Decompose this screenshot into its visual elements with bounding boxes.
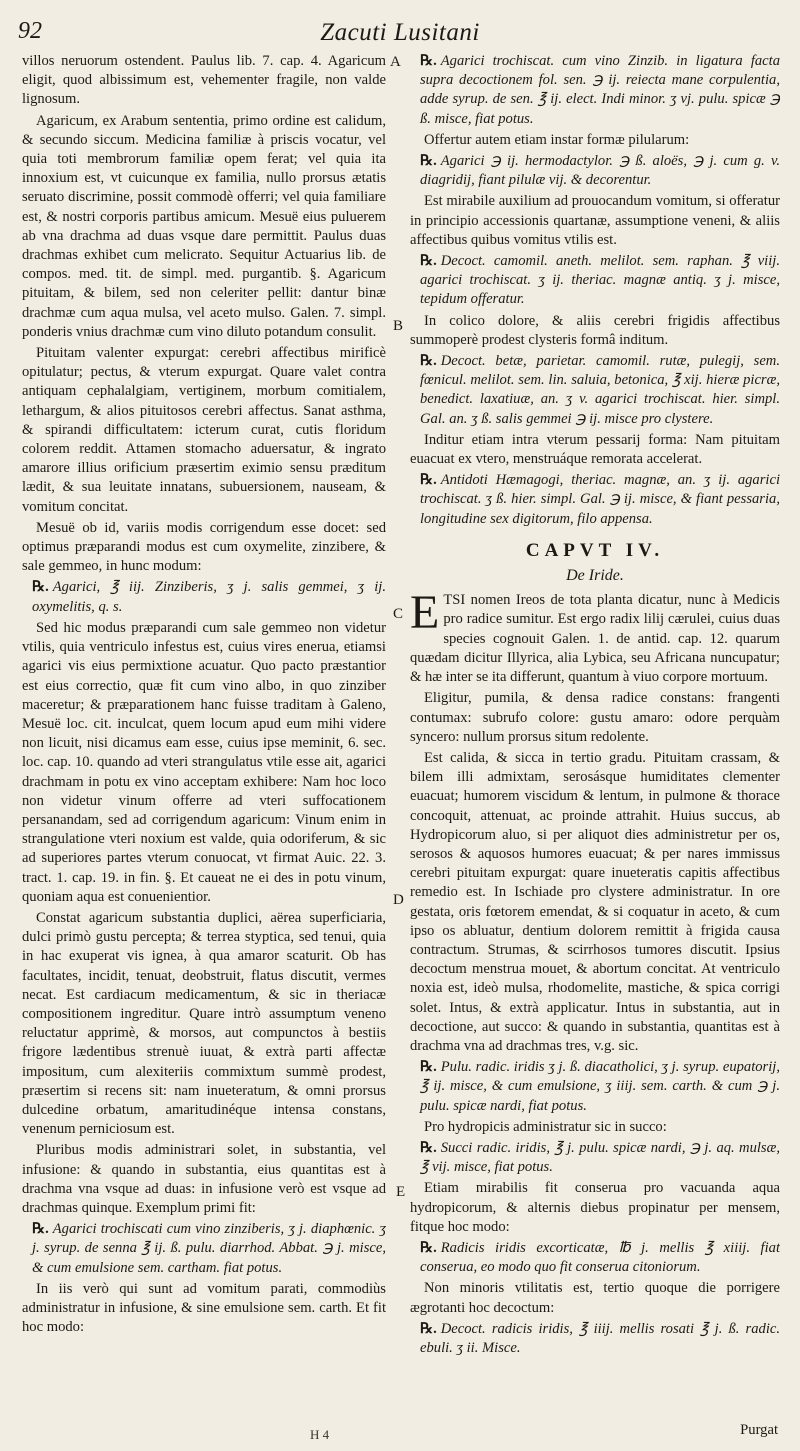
recipe-symbol: ℞.	[420, 1139, 437, 1156]
recipe-symbol: ℞.	[420, 472, 437, 489]
recipe-symbol: ℞.	[32, 1221, 49, 1238]
text-paragraph: Pluribus modis administrari solet, in substantia, vel infusione: & quando in substantia, eius quantitas est à drachma vna vsque ad duas: in infusione verò est vsque ad drachmas quinque. Exemplum primi fit:	[22, 1142, 386, 1216]
text-paragraph: villos neruorum ostendent. Paulus lib. 7. cap. 4. Agaricum eligit, quod albissimum est, vehementer fragile, non valde lignosum.	[22, 53, 386, 108]
recipe-paragraph	[22, 1220, 386, 1278]
chapter-title: CAPVT IV.	[525, 539, 665, 561]
recipe-paragraph	[410, 1058, 780, 1116]
recipe-symbol: ℞.	[420, 53, 437, 69]
page-header	[16, 18, 784, 48]
recipe-symbol: ℞.	[420, 1239, 437, 1256]
text-paragraph: Offertur autem etiam instar formæ pilularum:	[424, 131, 690, 148]
text-paragraph: Eligitur, pumila, & densa radice constans: frangenti contumax: subrufo colore: gustu amaro: odore perquàm syncero: nullum prorsus situm redolente.	[410, 690, 780, 745]
recipe-symbol: ℞.	[420, 153, 437, 170]
recipe-paragraph	[410, 471, 780, 529]
text-paragraph: Inditur etiam intra vterum pessarij forma: Nam pituitam euacuat ex vtero, menstruáque remorata accelerat.	[410, 431, 780, 468]
running-head: Zacuti Lusitani	[320, 19, 480, 46]
recipe-text: Agarici trochiscat. cum vino Zinzib. in ligatura facta supra decoctionem fol. sen. ℈ ij. reiecta mane corpulentia, adde syrup. de sen. ℥ ij. elect. Indi minor. ʒ vj. pulu. spicæ ℈ ß. misce, fiat potus.	[420, 53, 780, 127]
recipe-paragraph	[22, 578, 386, 616]
recipe-text: Pulu. radic. iridis ʒ j. ß. diacatholici, ʒ j. syrup. eupatorij, ℥ ij. misce, & cum emulsione, ʒ iiij. sem. carth. & cum ℈ j. pulu. spicæ nardi, fiat potus.	[420, 1059, 780, 1114]
catchword: Purgat	[740, 1422, 778, 1438]
text-paragraph: Constat agaricum substantia duplici, aërea superficiaria, dulci primò gustu percepta; & terrea styptica, sed tenui, quia in hac exuperat vis ignea, à qua amaror scaturit. Ob has facultates, incidit, tenuat, deobstruit, flatus discutit, vermes necat. Est cardiacum medicamentum, & sic in theriacæ compositionem ingreditur. Quare intrò assumptum veneno reluctatur apprimè, & morsos, aut compunctos à bestiis frigore lædentibus strenuè iuuat, & extrà parti affectæ impositum, cum alexiteriis commixtum summè prodest, præsertim si recens sit: nam inueteratum, & omni prorsus dulcedine orbatum, amaritudinéque intensa constans, venenum perniciosum est.	[22, 909, 386, 1138]
recipe-text: Decoct. radicis iridis, ℥ iiij. mellis rosati ℥ j. ß. radic. ebuli. ʒ ii. Misce.	[420, 1320, 780, 1356]
chapter-opening	[410, 586, 780, 687]
chapter-body	[410, 689, 780, 1358]
text-paragraph: Non minoris vtilitatis est, tertio quoque die porrigere ægrotanti hoc decoctum:	[410, 1280, 780, 1316]
text-paragraph: Sed hic modus præparandi cum sale gemmeo non videtur vtilis, quia ventriculo infestus est, cuius vires enerua, etiamsi agarici vis eius permixtione acuatur. Quo pacto præstantior est eius correctio, quæ fit cum vino albo, in quo zinziber maceretur; & præparationem hanc fuisse traditam à Galeno, Mesuë loc. cit. inculcat, quem locum apud eum mihi videre non licuit, nisi dicamus eam esse, cuius ipse meminit, 6. sec. loc. cap. 10. quando ad vteri strangulatus vtile esse ait, agarici drachmam in potu ex vino acceptam exhibere: Nam hoc loco non videtur vinum offerre ad vteri suffocationem persanandam, sed ad corrigendum agaricum: Vinum enim in strangulatione vteri noxium est valde, quia odoriferum, & sic ad superiores partes vterum conuocat, vt firmat Auic. 22. 3. tract. 1. cap. 19. in fin. §. Et caueat ne ei des in potu vinum, quoniam aqua est conuenientior.	[22, 619, 386, 905]
recipe-paragraph	[410, 252, 780, 310]
text-paragraph: Pituitam valenter expurgat: cerebri affectibus mirificè opitulatur; pectus, & vterum expurgat. Quare valet contra antiquam cephalalgiam, vertiginem, morbum comitialem, lethargum, & alios pituitosos cerebri affectus. Sanat asthma, & spirandi difficultatem: icterum curat, cutis floridum colorem reddit. Attamen stomacho aduersatur, & ingrato amarore illius orificium præsertim eximio sensu præditum lædit, & sua leuitate innatans, subuersionem, nauseam, & vomitum concitat.	[22, 345, 386, 515]
recipe-paragraph	[410, 1239, 780, 1277]
recipe-text: Agarici ℈ ij. hermodactylor. ℈ ß. aloës, ℈ j. cum g. v. diagridij, fiant pilulæ vij. & decorentur.	[420, 153, 780, 189]
right-column-top	[410, 52, 780, 529]
drop-capital: E	[410, 586, 440, 640]
text-paragraph: Est calida, & sicca in tertio gradu. Pituitam crassam, & bilem illi admixtam, serosásque humiditates clementer euacuat; humorem viscidum & lentum, in pulmone & thorace concoquit, attenuat, ac proinde attrahit. Huius succus, ab Hydropicorum aluo, si per aliquot dies administretur per os, serosos & aquosos humores euacuat; & per nares immissus cerebri pituitam expurgat: quare inueteratis capitis affectibus remedio est. In Ischiade pro clystere administratur. In ore gestata, oris fœtorem emendat, & si coquatur in aceto, & cum ipso os abluatur, dentium dolorem remittit à frigida causa contractum. Strumas, & scirrhosos tumores discutit. Ipsius decoctum menstrua mouet, & abortum concitat. At ventriculo noxia est, ideò mulsa, rhodomelite, mastiche, & spica corrigi solet. Intus, & extrà applicatur. Intus in substantia, aut in decoctione, aut succo: & quando in substantia, quantitas est à drachma vna ad drachmas tres, v.g. sic.	[410, 749, 780, 1054]
text-paragraph: In iis verò qui sunt ad vomitum parati, commodiùs administratur in infusione, & sine emulsione sem. carth. Et fit hoc modo:	[22, 1280, 386, 1336]
recipe-text: Decoct. betæ, parietar. camomil. rutæ, pulegij, sem. fœnicul. melilot. sem. lin. saluia, betonica, ℥ xij. hieræ picræ, benedict. laxatiuæ, an. ʒ v. agarici trochiscat. hier. simpl. Gal. an. ʒ ß. salis gemmei ℈ ij. misce pro clystere.	[420, 353, 780, 427]
recipe-text: Agarici trochiscati cum vino zinziberis, ʒ j. diaphœnic. ʒ j. syrup. de senna ℥ ij. ß. pulu. diarrhod. Abbat. ℈ j. misce, & cum emulsione sem. cartham. fiat potus.	[32, 1221, 386, 1276]
text-paragraph: Mesuë ob id, variis modis corrigendum esse docet: sed optimus præparandi modus est cum oxymelite, zinzibere, & sale gemmeo, in hunc modum:	[22, 519, 386, 575]
recipe-text: Succi radic. iridis, ℥ j. pulu. spicæ nardi, ℈ j. aq. mulsæ, ℥ vij. misce, fiat potus.	[420, 1139, 780, 1176]
recipe-text: Radicis iridis excorticatæ, ℔ j. mellis ℥ xiiij. fiat conserua, eo modo quo fit conserua citoniorum.	[420, 1239, 780, 1276]
recipe-symbol: ℞.	[420, 1059, 437, 1076]
recipe-symbol: ℞.	[420, 1320, 437, 1337]
margin-letter-d: D	[393, 892, 404, 908]
margin-letter-e: E	[396, 1184, 406, 1200]
recipe-paragraph	[410, 52, 780, 129]
text-paragraph: In colico dolore, & aliis cerebri frigidis affectibus summoperè prodest clysteris formâ inditum.	[410, 312, 780, 348]
left-column	[22, 52, 386, 1397]
text-paragraph: Est mirabile auxilium ad prouocandum vomitum, si offeratur in principio accessionis quartanæ, assumptione veneni, & aliis affectibus quibus vomitus vtilis est.	[410, 193, 780, 248]
margin-letter-b: B	[393, 318, 404, 334]
chapter-subtitle: De Iride.	[566, 567, 624, 585]
recipe-text: Decoct. camomil. aneth. melilot. sem. raphan. ℥ viij. agarici trochiscat. ʒ ij. theriac. magnæ antiq. ʒ j. misce, tepidum offeratur.	[420, 253, 780, 308]
recipe-symbol: ℞.	[32, 579, 49, 596]
recipe-text: Agarici, ℥ iij. Zinziberis, ʒ j. salis gemmei, ʒ ij. oxymelitis, q. s.	[32, 579, 386, 615]
recipe-symbol: ℞.	[420, 253, 437, 270]
margin-letter-a: A	[390, 54, 401, 70]
recipe-paragraph	[410, 152, 780, 190]
recipe-paragraph	[410, 1139, 780, 1177]
recipe-paragraph	[410, 352, 780, 429]
signature-mark: H 4	[310, 1427, 330, 1442]
text-paragraph: Etiam mirabilis fit conserua pro vacuanda aqua hydropicorum, & alternis diebus propinatur per mensem, fitque hoc modo:	[410, 1180, 780, 1235]
text-paragraph: Pro hydropicis administratur sic in succo:	[424, 1118, 667, 1135]
chapter-opening-text: TSI nomen Ireos de tota planta dicatur, nunc à Medicis pro radice sumitur. Est ergo radix lilij cærulei, cuius duas species cognouit Galen. 1. de antid. cap. 12. quarum quædam dicitur Illyrica, alia Lybica, seu Africana nuncupatur; & hæ inter se ita differunt, quantum à viuo corpore mortuum.	[410, 592, 780, 686]
page-number: 92	[18, 18, 42, 44]
recipe-text: Antidoti Hæmagogi, theriac. magnæ, an. ʒ ij. agarici trochiscat. ʒ ß. hier. simpl. Gal. ℈ ij. misce, & fiant pessaria, longitudine sex digitorum, filo appensa.	[420, 472, 780, 527]
text-paragraph: Agaricum, ex Arabum sententia, primo ordine est calidum, & secundo siccum. Medicina familiæ à priscis vocatur, vel quia toti membrorum familiæ opem ferat; vel quia ita innoxium est, vt cuicunque ex familia, nullo prorsus ætatis seruato discrimine, possit commodè offerri; vel quia familiare est, & nostri corporis partibus amicum. Mesuë eius puluerem ab vna drachma ad duas vsque dare permittit. Paulus duas drachmas exhibet cum melicrato. Sequitur Actuarius lib. de compos. med. tit. de simpl. med. purgantib. §. Agaricum pituitam, & bilem, sed non celeriter pellit: dantur binæ drachmæ cum aqua mulsa, vel aceto mulso. Galen. 7. simpl. ponderis vnius drachmæ cum vino diluto potandum consulit.	[22, 112, 386, 340]
chapter-heading	[410, 541, 780, 585]
recipe-paragraph	[410, 1320, 780, 1358]
margin-letter-c: C	[393, 606, 404, 622]
recipe-symbol: ℞.	[420, 353, 437, 370]
right-column	[410, 52, 780, 1397]
